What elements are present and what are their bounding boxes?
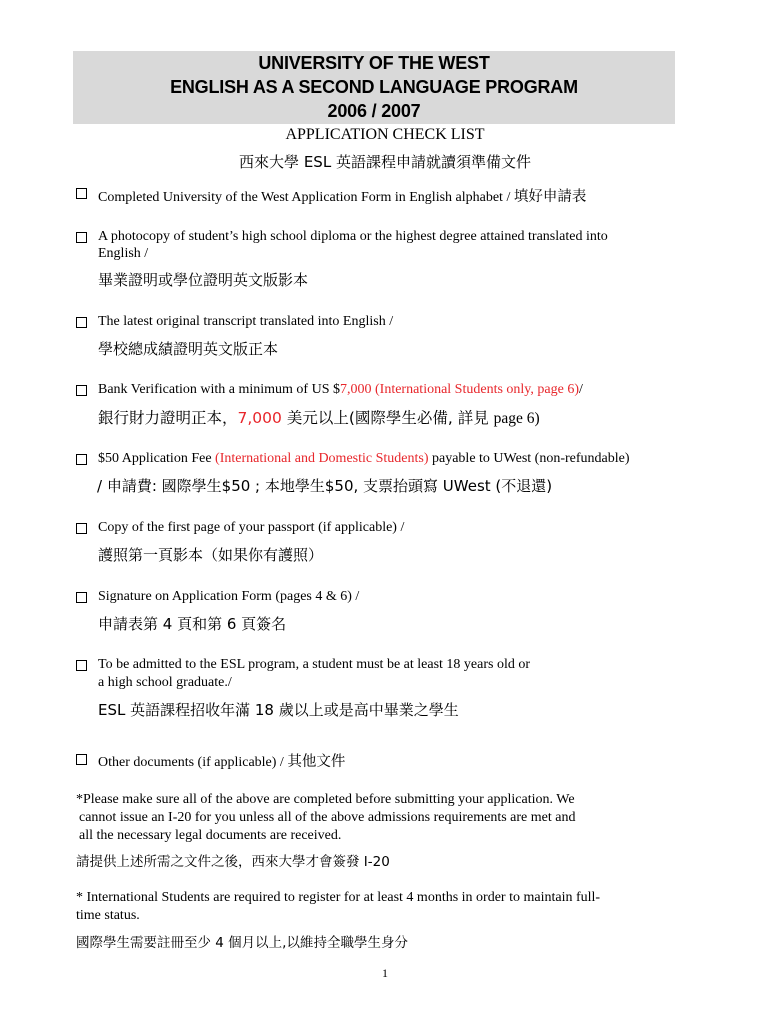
note-1-cn: 請提供上述所需之文件之後，西來大學才會簽發 I-20 <box>76 854 390 870</box>
item-passport-cn: 護照第一頁影本（如果你有護照） <box>98 546 324 564</box>
checkbox-transcript[interactable] <box>76 317 87 328</box>
note-2-line1: * International Students are required to register for at least 4 months in order to maintain full- <box>76 890 601 905</box>
header-year: 2006 / 2007 <box>327 101 421 121</box>
item-signature-cn: 申請表第 4 頁和第 6 頁簽名 <box>98 615 287 633</box>
item-application-form: Completed University of the West Application Form in English alphabet / 填好申請表 <box>98 189 587 205</box>
item-passport: Copy of the first page of your passport (if applicable) / <box>98 520 405 535</box>
header-university: UNIVERSITY OF THE WEST <box>258 53 490 73</box>
checkbox-diploma[interactable] <box>76 232 87 243</box>
checkbox-application-fee[interactable] <box>76 454 87 465</box>
item-application-fee-cn: / 申請費: 國際學生$50 ; 本地學生$50, 支票抬頭寫 UWest (不退還) <box>97 477 553 495</box>
checkbox-bank-verification[interactable] <box>76 385 87 396</box>
item-diploma-line1: A photocopy of student’s high school diploma or the highest degree attained translated into <box>98 229 608 244</box>
item-age-requirement-cn: ESL 英語課程招收年滿 18 歲以上或是高中畢業之學生 <box>98 701 459 719</box>
item-transcript: The latest original transcript translated into English / <box>98 314 394 329</box>
header-program: ENGLISH AS A SECOND LANGUAGE PROGRAM <box>170 77 578 97</box>
page-title: APPLICATION CHECK LIST <box>285 126 485 143</box>
item-diploma-line2: English / <box>98 246 149 261</box>
item-bank-verification-cn: 銀行財力證明正本，7,000 美元以上(國際學生必備, 詳見 page 6) <box>98 409 540 427</box>
checkbox-passport[interactable] <box>76 523 87 534</box>
item-transcript-cn: 學校總成績證明英文版正本 <box>98 340 279 358</box>
checkbox-age-requirement[interactable] <box>76 660 87 671</box>
item-application-fee: $50 Application Fee (International and Domestic Students) payable to UWest (non-refundable) <box>98 451 630 466</box>
item-age-requirement-line1: To be admitted to the ESL program, a student must be at least 18 years old or <box>98 657 531 672</box>
checkbox-signature[interactable] <box>76 592 87 603</box>
page-title-cn: 西來大學 ESL 英語課程申請就讀須準備文件 <box>239 153 531 171</box>
note-1-line2: cannot issue an I-20 for you unless all of the above admissions requirements are met and <box>79 810 576 825</box>
header-banner <box>73 51 675 124</box>
checkbox-application-form[interactable] <box>76 188 87 199</box>
item-bank-verification: Bank Verification with a minimum of US $7,000 (International Students only, page 6)/ <box>98 382 583 397</box>
item-other-documents: Other documents (if applicable) / 其他文件 <box>98 754 346 770</box>
note-2-cn: 國際學生需要註冊至少 4 個月以上,以維持全職學生身分 <box>76 935 408 951</box>
note-1-line3: all the necessary legal documents are received. <box>79 828 342 843</box>
note-1-line1: *Please make sure all of the above are completed before submitting your application. We <box>76 792 575 807</box>
note-2-line2: time status. <box>76 908 140 923</box>
item-signature: Signature on Application Form (pages 4 & 6) / <box>98 589 360 604</box>
item-age-requirement-line2: a high school graduate./ <box>98 675 232 690</box>
item-diploma-cn: 畢業證明或學位證明英文版影本 <box>98 271 309 289</box>
page-number: 1 <box>382 966 388 980</box>
checkbox-other-documents[interactable] <box>76 754 87 765</box>
